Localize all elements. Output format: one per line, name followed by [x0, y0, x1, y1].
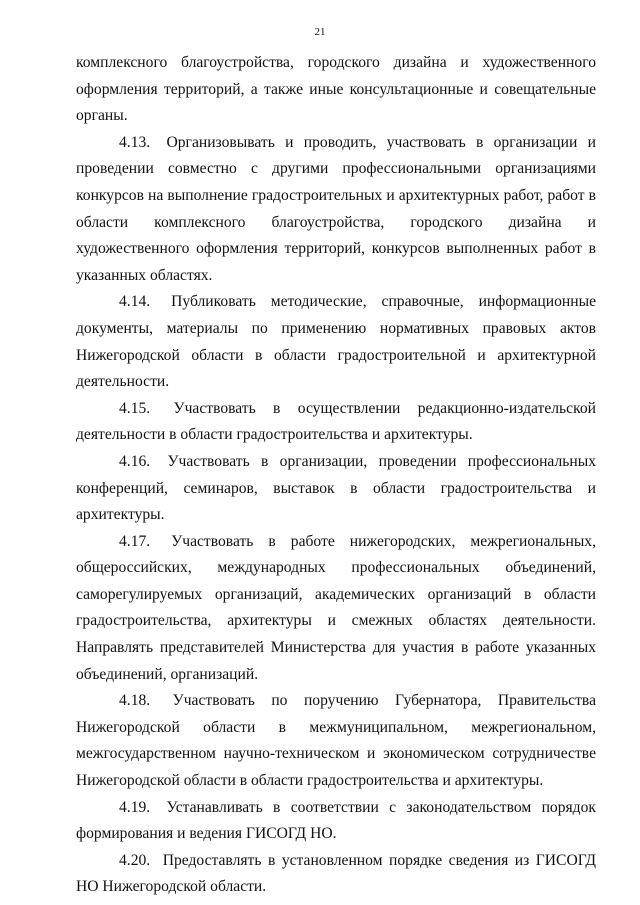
paragraph-text: Устанавливать в соответствии с законодательством порядок формирования и ведения ГИСОГД НО. [76, 798, 596, 843]
paragraph-text: Предоставлять в установленном порядке сведения из ГИСОГД НО Нижегородской области. [76, 851, 596, 896]
paragraph-text: Организовывать и проводить, участвовать в организации и проведении совместно с другими профессиональными организациями конкурсов на выполнение градостроительных и архитектурных работ, работ в области комплексного благоустройства, городского дизайна и художественного оформления территорий, конкурсов выполненных работ в указанных областях. [76, 133, 596, 284]
paragraph-4-13 [76, 130, 596, 290]
paragraph-text: Участвовать в осуществлении редакционно-издательской деятельности в области градостроительства и архитектуры. [76, 399, 596, 444]
paragraph-number: 4.13. [119, 133, 151, 151]
paragraph-number: 4.15. [119, 399, 151, 417]
paragraph-4-17 [76, 529, 596, 689]
paragraph-4-20 [76, 848, 596, 901]
paragraph-number: 4.19. [119, 798, 151, 816]
paragraph-number: 4.17. [119, 532, 151, 550]
paragraph-4-18 [76, 688, 596, 794]
paragraph-4-14 [76, 289, 596, 395]
page-number: 21 [314, 26, 326, 38]
paragraph-number: 4.20. [119, 851, 151, 869]
paragraph-number: 4.18. [119, 692, 151, 710]
paragraph-text: Участвовать по поручению Губернатора, Правительства Нижегородской области в межмуниципальном, межрегиональном, межгосударственном научно-техническом и экономическом сотрудничестве Нижегородской области в области градостроительства и архитектуры. [76, 692, 596, 790]
paragraph-4-15 [76, 396, 596, 449]
paragraph-4-19 [76, 795, 596, 848]
paragraph-text: Участвовать в работе нижегородских, межрегиональных, общероссийских, международных профессиональных объединений, саморегулируемых организаций, академических организаций в области градостроительства, архитектуры и смежных областях деятельности. Направлять представителей Министерства для участия в работе указанных объединений, организаций. [76, 532, 596, 683]
paragraph-continuation [76, 50, 596, 130]
paragraph-4-16 [76, 449, 596, 529]
paragraph-number: 4.14. [119, 293, 151, 311]
document-body [76, 50, 596, 901]
paragraph-text: Участвовать в организации, проведении профессиональных конференций, семинаров, выставок в области градостроительства и архитектуры. [76, 452, 596, 524]
paragraph-text: Публиковать методические, справочные, информационные документы, материалы по применению нормативных правовых актов Нижегородской области в области градостроительной и архитектурной деятельности. [76, 293, 596, 391]
paragraph-text: комплексного благоустройства, городского дизайна и художественного оформления территорий, а также иные консультационные и совещательные органы. [76, 54, 596, 125]
paragraph-number: 4.16. [119, 452, 151, 470]
